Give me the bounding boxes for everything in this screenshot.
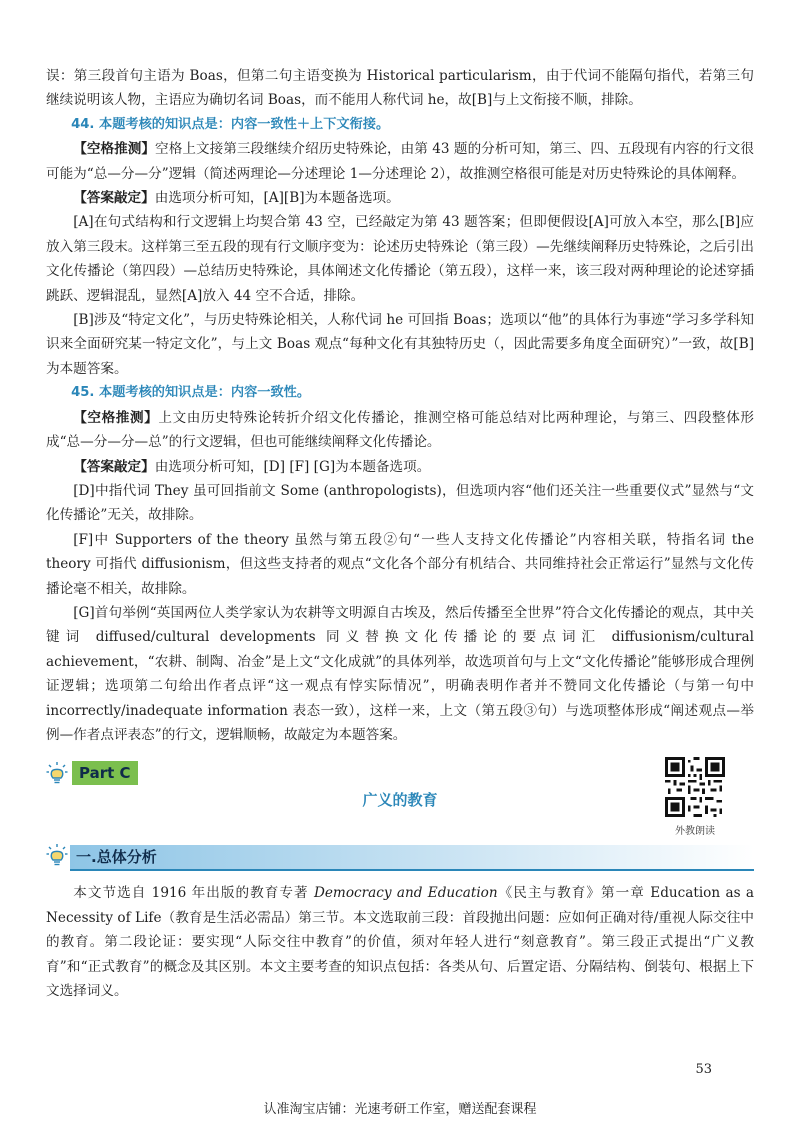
- part-label: Part C: [72, 761, 138, 785]
- q45-inference-text: 上文由历史特殊论转折介绍文化传播论，推测空格可能总结对比两种理论，与第三、四段整体形成“总—分—分—总”的行文逻辑，但也可能继续阐释文化传播论。: [46, 409, 755, 451]
- q45-inference: [46, 406, 754, 455]
- q44-inference: [46, 137, 754, 186]
- part-title: 广义的教育: [362, 791, 438, 810]
- q44-inference-text: 空格上文接第三段继续介绍历史特殊论，由第 43 题的分析可知，第三、四、五段现有内容的行文很可能为“总—分—分”逻辑（简述两理论—分述理论 1—分述理论 2），故推测空格很可能是对历史特殊论的具体阐释。: [46, 141, 755, 182]
- summary-before-title: 本文节选自 1916 年出版的教育专著: [73, 885, 314, 902]
- q45-inference-tag: 【空格推测】: [73, 409, 159, 426]
- section-label: 一.总体分析: [76, 848, 157, 867]
- q44-option-b: [B]涉及“特定文化”，与历史特殊论相关，人称代词 he 可回指 Boas；选项以“他”的具体行为事迹“学习多学科知识来全面研究某一特定文化”，与上文 Boas 观点“每种文化有其独特历史（，因此需要多角度全面研究）”一致，故[B]为本题答案。: [46, 312, 754, 377]
- qr-code-block[interactable]: [662, 757, 728, 837]
- lightbulb-icon: [46, 761, 68, 785]
- part-c-header: [46, 753, 754, 838]
- q45-lock-text: 由选项分析可知，[D] [F] [G]为本题备选项。: [154, 458, 431, 475]
- summary-paragraph: [46, 881, 754, 1003]
- page-number: 53: [695, 1062, 712, 1077]
- q44-option-a: [A]在句式结构和行文逻辑上均契合第 43 空，已经敲定为第 43 题答案；但即便假设[A]可放入本空，那么[B]应放入第三段末。这样第三至五段的现有行文顺序变为：论述历史特殊论（第三段）—先继续阐释历史特殊论，之后引出文化传播论（第四段）—总结历史特殊论，具体阐述文化传播论（第五段），这样一来，该三段对两种理论的论述穿插跳跃、逻辑混乱，显然[A]放入 44 空不合适，排除。: [46, 214, 754, 304]
- q45-option-f: [F]中 Supporters of the theory 虽然与第五段②句“一些人支持文化传播论”内容相关联，特指名词 the theory 可指代 diffusionism，但这些支持者的观点“文化各个部分有机结合、共同维持社会正常运行”显然与文化传播论毫不相关，故排除。: [46, 531, 754, 597]
- page-content: [46, 64, 754, 1003]
- footer-text: 认准淘宝店铺：光速考研工作室，赠送配套课程: [263, 1102, 537, 1117]
- summary-after-title: 《民主与教育》第一章 Education as a Necessity of Life（教育是生活必需品）第三节。本文选取前三段：首段抛出问题：应如何正确对待/重视人际交往中的教育。第二段论证：要实现“人际交往中教育”的价值，须对年轻人进行“刻意教育”。第三段正式提出“广义教育”和“正式教育”的概念及其区别。本文主要考查的知识点包括：各类从句、后置定语、分隔结构、倒装句、根据上下文选择词义。: [46, 885, 755, 999]
- qr-code-icon[interactable]: [665, 757, 725, 817]
- section-header: [46, 841, 754, 875]
- question-45-heading: 45. 本题考核的知识点是：内容一致性。: [71, 385, 311, 401]
- q45-lock: [46, 455, 754, 479]
- q44-lock: [46, 186, 754, 210]
- book-title: Democracy and Education: [313, 885, 498, 902]
- part-badge: [46, 761, 138, 785]
- q45-lock-tag: 【答案敲定】: [73, 458, 155, 475]
- q45-option-g: [G]首句举例“英国两位人类学家认为农耕等文明源自古埃及，然后传播至全世界”符合文化传播论的观点，其中关键词 diffused/cultural developments 同义替换文化传播论的要点词汇 diffusionism/cultural achievement，“农耕、制陶、冶金”是上文“文化成就”的具体列举，故选项首句与上文“文化传播论”能够形成合理例证逻辑；选项第二句给出作者点评“这一观点有悖实际情况”，明确表明作者并不赞同文化传播论（与第一句中 incorrectly/inadequate information 表态一致），这样一来，上文（第五段③句）与选项整体形成“阐述观点—举例—作者点评表态”的行文，逻辑顺畅，故敲定为本题答案。: [46, 604, 754, 743]
- q44-lock-tag: 【答案敲定】: [73, 190, 155, 207]
- q44-inference-tag: 【空格推测】: [73, 141, 156, 158]
- qr-caption: 外教朗读: [675, 826, 715, 838]
- lightbulb-icon: [46, 843, 68, 867]
- q44-lock-text: 由选项分析可知，[A][B]为本题备选项。: [154, 190, 400, 207]
- q45-option-d: [D]中指代词 They 虽可回指前文 Some (anthropologists)，但选项内容“他们还关注一些重要仪式”显然与“文化传播论”无关，故排除。: [46, 482, 754, 524]
- section-bar: [70, 845, 754, 871]
- paragraph-intro: 误：第三段首句主语为 Boas，但第二句主语变换为 Historical particularism，由于代词不能隔句指代，若第三句继续说明该人物，主语应为确切名词 Boas，而不能用人称代词 he，故[B]与上文衔接不顺，排除。: [46, 68, 754, 109]
- question-44-heading: 44. 本题考核的知识点是：内容一致性＋上下文衔接。: [71, 116, 390, 132]
